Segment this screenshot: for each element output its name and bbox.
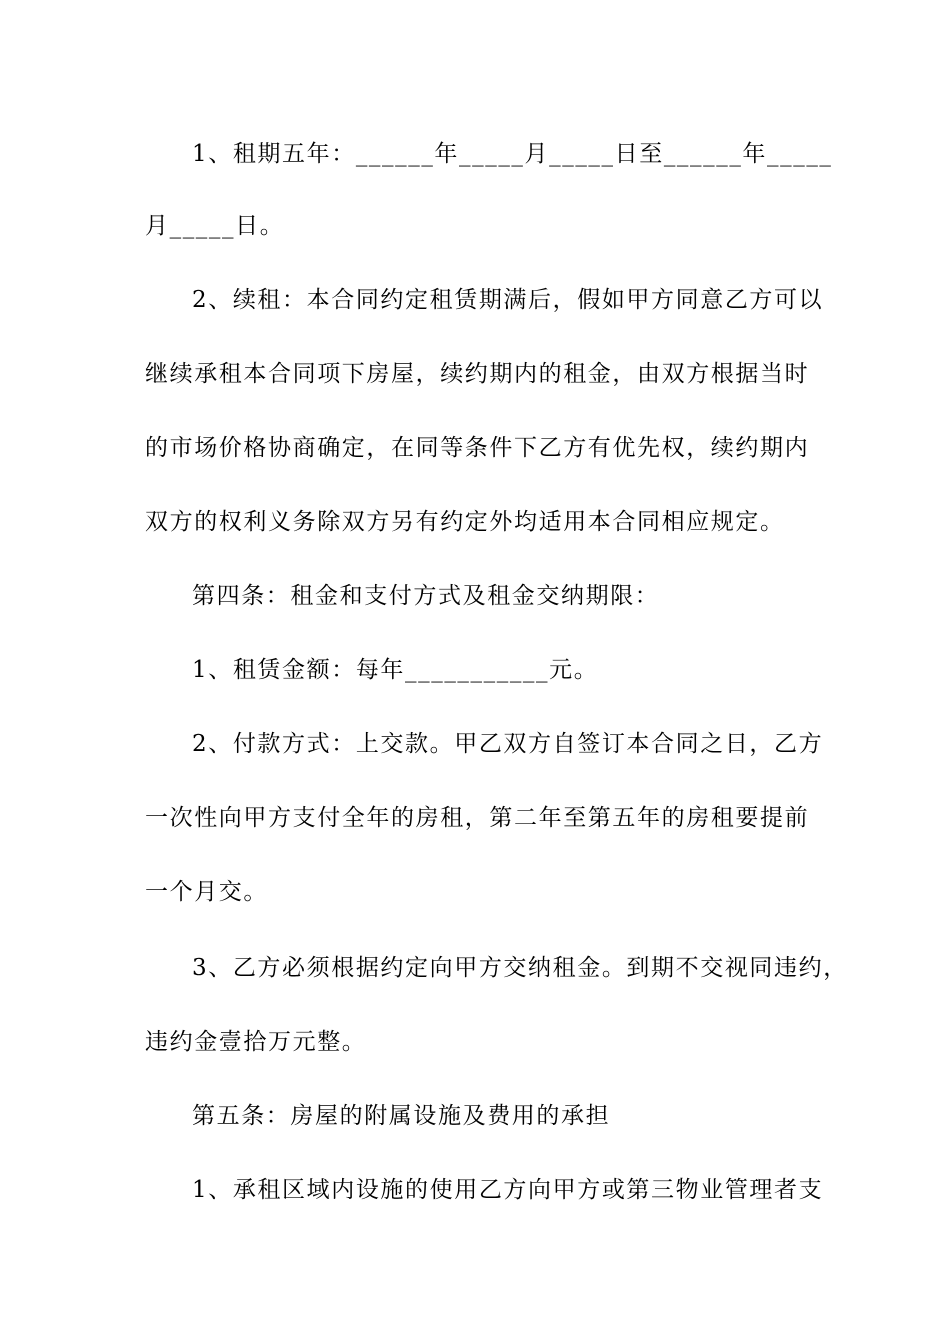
renewal-line-2: 继续承租本合同项下房屋，续约期内的租金，由双方根据当时 — [145, 361, 810, 387]
renewal-line-3: 的市场价格协商确定，在同等条件下乙方有优先权，续约期内 — [145, 435, 810, 461]
rent-amount-line: 1、租赁金额：每年___________元。 — [192, 657, 599, 683]
renewal-line-4: 双方的权利义务除双方另有约定外均适用本合同相应规定。 — [145, 509, 785, 535]
article-four-heading: 第四条：租金和支付方式及租金交纳期限： — [192, 583, 660, 609]
facilities-line-1: 1、承租区域内设施的使用乙方向甲方或第三物业管理者支 — [192, 1177, 824, 1203]
article-five-heading: 第五条：房屋的附属设施及费用的承担 — [192, 1103, 611, 1129]
lease-term-line-2: 月_____日。 — [145, 213, 285, 239]
payment-obligation-line-1: 3、乙方必须根据约定向甲方交纳租金。到期不交视同违约， — [192, 955, 848, 981]
payment-obligation-line-2: 违约金壹拾万元整。 — [145, 1029, 367, 1055]
lease-term-line-1: 1、租期五年：______年_____月_____日至______年_____ — [192, 141, 833, 167]
renewal-line-1: 2、续租：本合同约定租赁期满后，假如甲方同意乙方可以 — [192, 287, 824, 313]
payment-method-line-1: 2、付款方式：上交款。甲乙双方自签订本合同之日，乙方 — [192, 731, 824, 757]
payment-method-line-3: 一个月交。 — [145, 879, 268, 905]
payment-method-line-2: 一次性向甲方支付全年的房租，第二年至第五年的房租要提前 — [145, 805, 810, 831]
